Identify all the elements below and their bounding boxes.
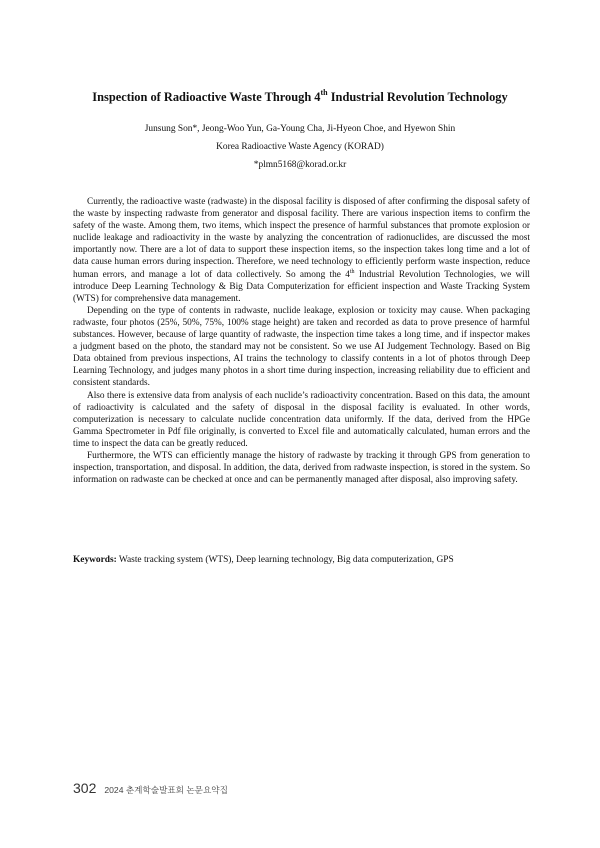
author-list: Junsung Son*, Jeong-Woo Yun, Ga-Young Cha, Ji-Hyeon Choe, and Hyewon Shin xyxy=(144,124,456,134)
paragraph-1 xyxy=(73,196,530,305)
paragraph-2: Depending on the type of contents in radwaste, nuclide leakage, explosion or toxicity may cause. When packaging radwaste, four photos (25%, 50%, 75%, 100% stage height) are taken and recorded as data to prove presence of harmful substances. However, because of large quantity of radwaste, the inspection time takes a long time, and if inspector makes a judgment based on the photo, the standard may not be consistent. So we use AI Judgement Technology. Based on Big Data obtained from previous inspections, AI trains the technology to classify contents in a lot of photos through Deep Learning Technology, and judges many photos in a short time during inspection, increasing reliability due to efficient and consistent standards. xyxy=(73,305,530,389)
title-text-rest: Industrial Revolution Technology xyxy=(327,90,508,105)
abstract-body xyxy=(73,196,530,486)
page-footer xyxy=(73,780,228,796)
corresponding-email: *plmn5168@korad.or.kr xyxy=(253,160,347,170)
page-number: 302 xyxy=(73,780,97,796)
paragraph-1-text-rest: Industrial Revolution Technologies, we will introduce Deep Learning Technology & Big Data Computerization for efficient inspection and Waste Tracking System (WTS) for comprehensive data management. xyxy=(73,269,530,304)
title-text: Inspection of Radioactive Waste Through 4 xyxy=(92,90,321,105)
paragraph-4: Furthermore, the WTS can efficiently manage the history of radwaste by tracking it through GPS from generation to inspection, transportation, and disposal. In addition, the data, derived from radwaste inspection, is stored in the system. So information on radwaste can be checked at once and can be permanently managed after disposal, also improving safety. xyxy=(73,450,530,486)
keywords-label: Keywords: xyxy=(73,555,117,565)
keywords xyxy=(73,554,530,566)
keywords-list: Waste tracking system (WTS), Deep learning technology, Big data computerization, GPS xyxy=(116,555,454,565)
title-superscript: th xyxy=(320,88,328,97)
paper-title xyxy=(40,86,560,105)
affiliation: Korea Radioactive Waste Agency (KORAD) xyxy=(216,142,384,152)
paragraph-3: Also there is extensive data from analysis of each nuclide’s radioactivity concentration. Based on this data, the amount of radioactivity is calculated and the safety of disposal in the disposal facility is evaluated. In other words, computerization is necessary to calculate nuclide concentration data uniformly. If the data, derived from the HPGe Gamma Spectrometer in Pdf file originally, is converted to Excel file and automatically calculated, human errors and the time to inspect the data can be greatly reduced. xyxy=(73,390,530,449)
paragraph-1-superscript: th xyxy=(349,268,355,275)
paragraph-1-text: Currently, the radioactive waste (radwaste) in the disposal facility is disposed of after confirming the disposal safety of the waste by inspecting radwaste from generator and disposal facility. There are various inspection items to confirm the safety of the waste. Among them, two items, which inspect the presence of harmful substances that promote explosion or nuclide leakage and radioactivity in the waste by analyzing the concentration of radionuclides, are discussed the most importantly now. There are a lot of data to support these inspection items, so the inspection takes long time and a lot of data cause human errors during inspection. Therefore, we need technology to efficiently perform waste inspection, reduce human errors, and manage a lot of data collectively. So among the 4 xyxy=(73,197,530,280)
proceedings-title: 2024 춘계학술발표회 논문요약집 xyxy=(104,785,228,795)
